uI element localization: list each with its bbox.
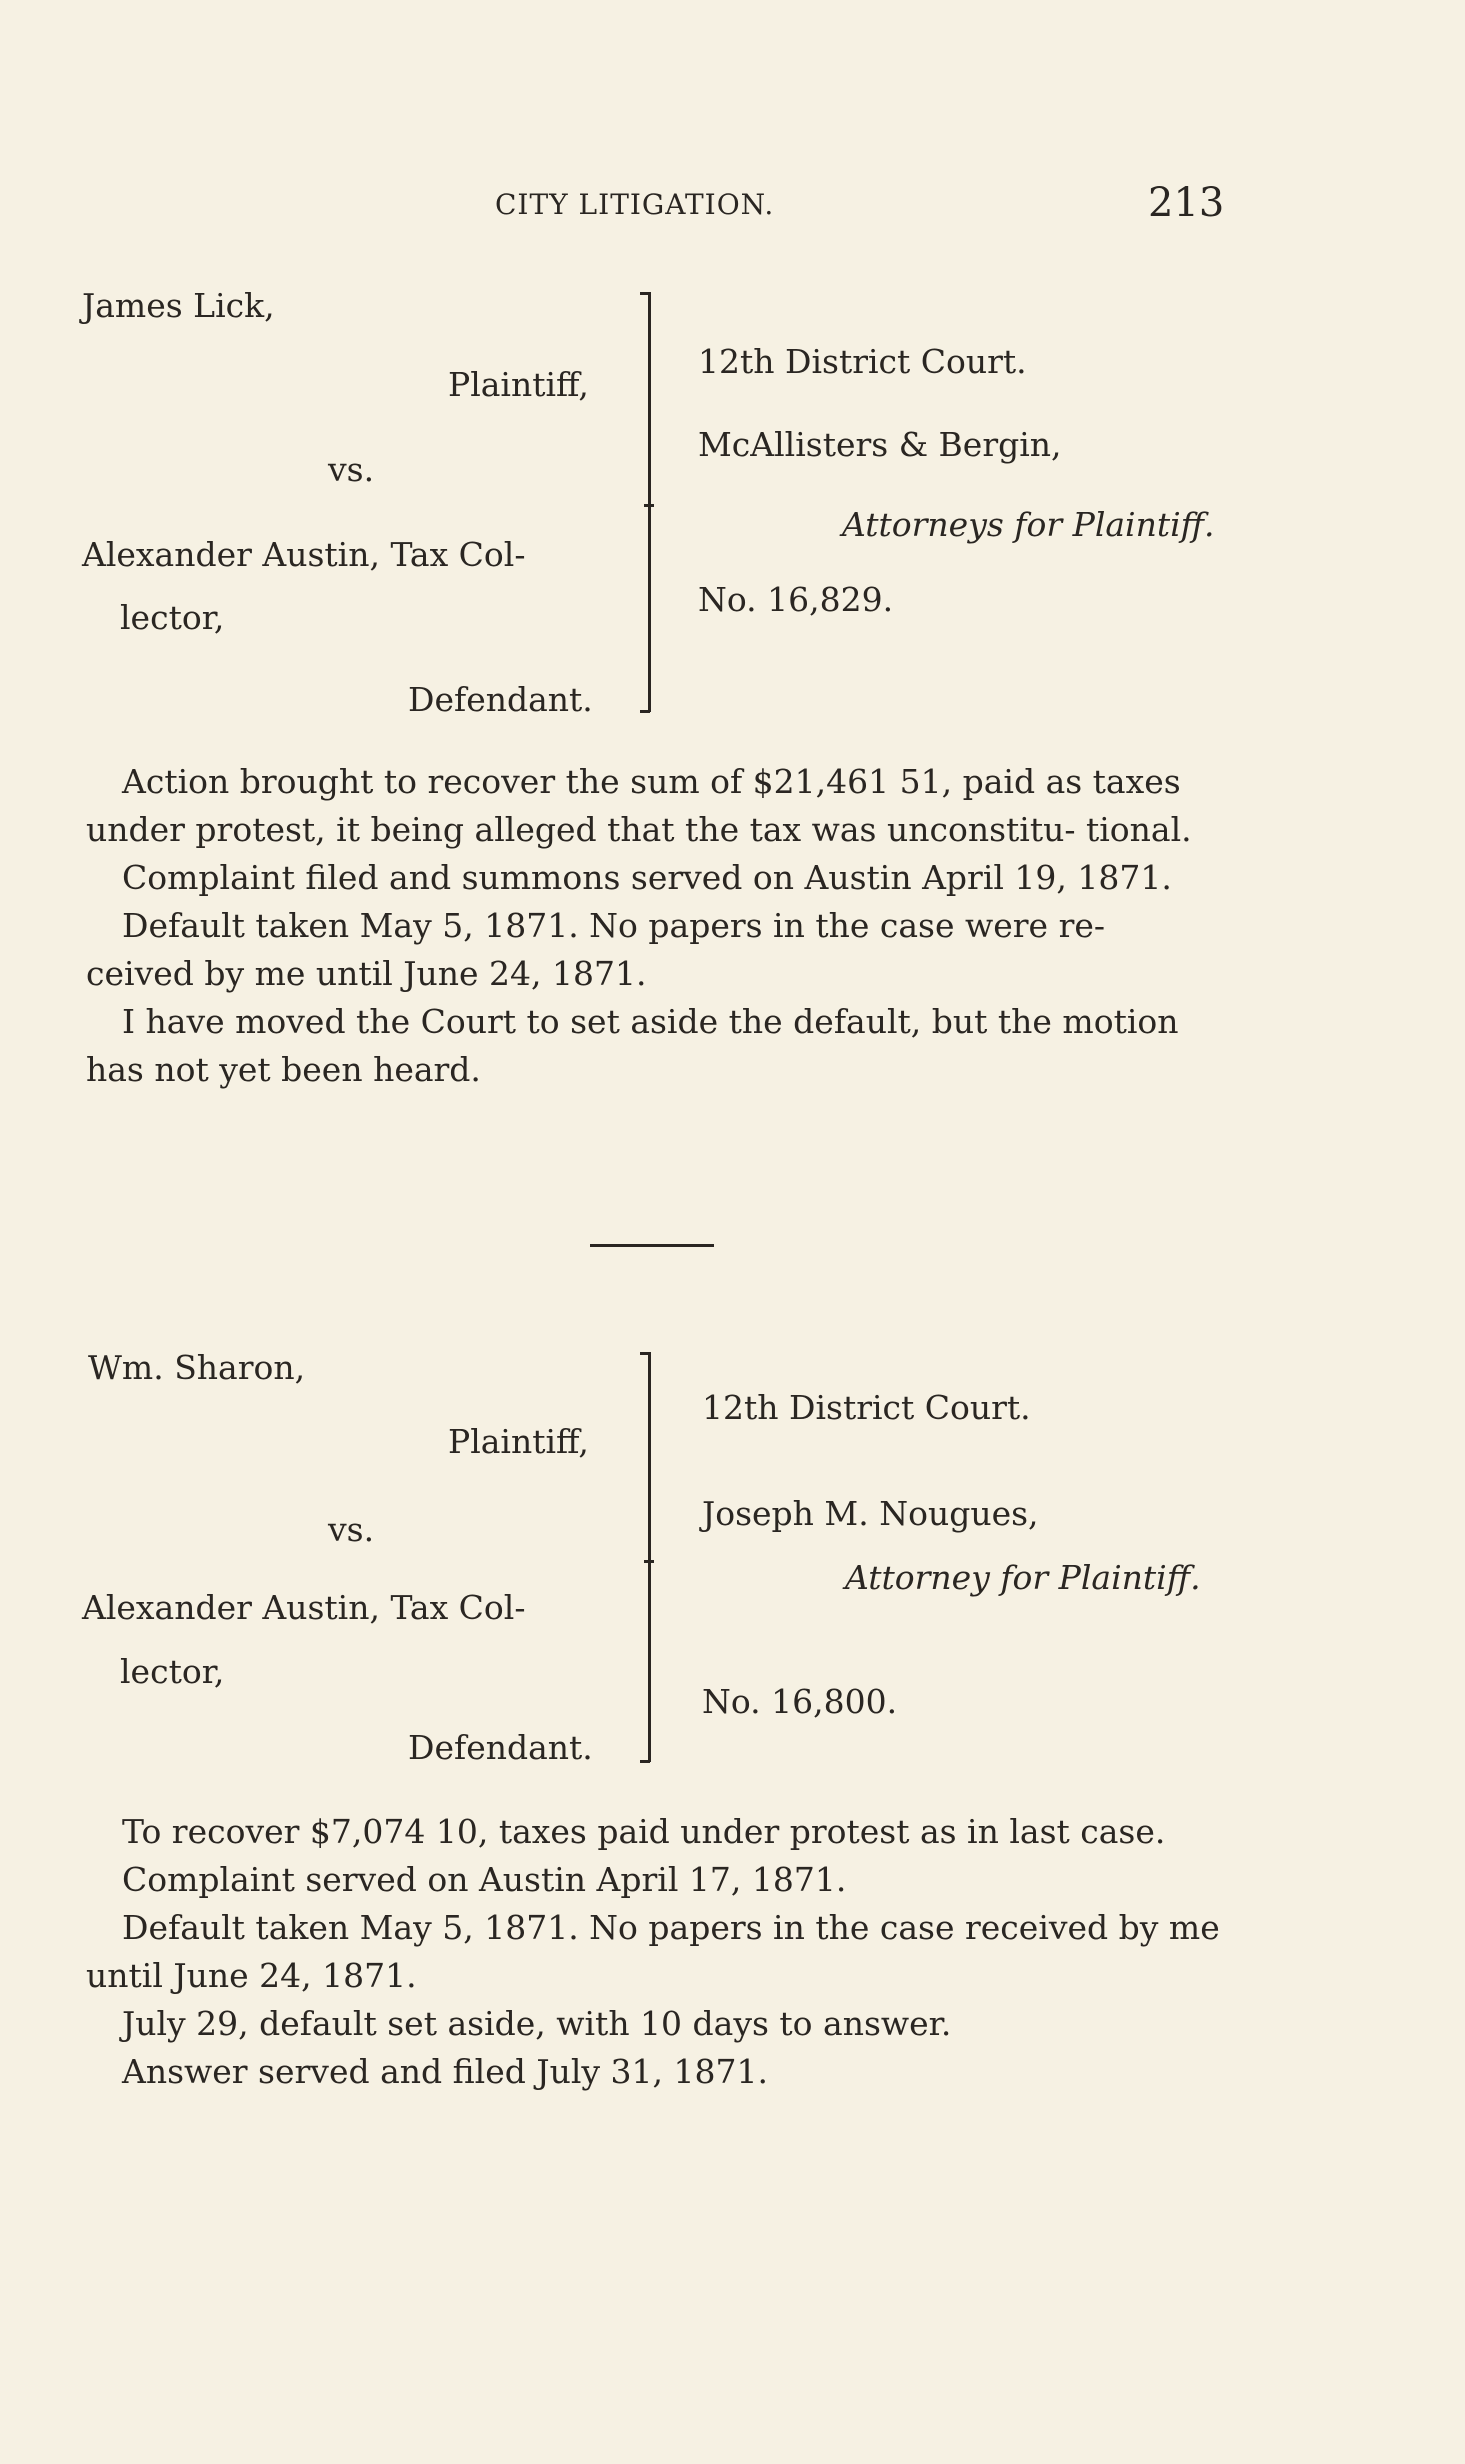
case-1-paragraph: I have moved the Court to set aside the default, but the motion has not yet been heard. (86, 1002, 1179, 1089)
case-2-attorneys: Joseph M. Nougues, (702, 1494, 1039, 1533)
case-1-attorneys: McAllisters & Bergin, (698, 425, 1062, 464)
case-1-defendant-label: Defendant. (408, 680, 593, 719)
case-2-paragraph: Default taken May 5, 1871. No papers in the case received by me until June 24, 1871. (86, 1908, 1220, 1995)
case-1-attorney-role: Attorneys for Plaintiff. (842, 505, 1215, 544)
case-1-vs: vs. (328, 450, 375, 489)
case-1-court: 12th District Court. (698, 342, 1027, 381)
case-1-body (86, 758, 1221, 1094)
case-2-vs: vs. (328, 1510, 375, 1549)
page-number: 213 (1148, 180, 1225, 226)
case-2-paragraph: Complaint served on Austin April 17, 1871. (122, 1860, 847, 1899)
case-2-plaintiff-name: Wm. Sharon, (88, 1348, 306, 1387)
case-2-number: No. 16,800. (702, 1682, 898, 1721)
case-2-defendant-line1: Alexander Austin, Tax Col- (82, 1588, 526, 1627)
case-2-paragraph: To recover $7,074 10, taxes paid under protest as in last case. (122, 1812, 1166, 1851)
case-1-paragraph: Default taken May 5, 1871. No papers in the case were re- ceived by me until June 24, 1871. (86, 906, 1106, 993)
case-2-attorney-role: Attorney for Plaintiff. (845, 1558, 1201, 1597)
case-1-plaintiff-label: Plaintiff, (448, 365, 589, 404)
case-2-defendant-label: Defendant. (408, 1728, 593, 1767)
case-2-paragraph: July 29, default set aside, with 10 days to answer. (122, 2004, 952, 2043)
case-1-paragraph: Complaint filed and summons served on Austin April 19, 1871. (122, 858, 1172, 897)
case-2-court: 12th District Court. (702, 1388, 1031, 1427)
case-2-defendant-line2: lector, (120, 1652, 225, 1691)
case-2-plaintiff-label: Plaintiff, (448, 1422, 589, 1461)
case-1-defendant-line2: lector, (120, 598, 225, 637)
running-header: CITY LITIGATION. (495, 188, 775, 221)
case-2-body (86, 1808, 1221, 2096)
case-2-paragraph: Answer served and filed July 31, 1871. (122, 2052, 768, 2091)
case-1-paragraph: Action brought to recover the sum of $21,461 51, paid as taxes under protest, it being alleged that the tax was unconstitu- tional. (86, 762, 1192, 849)
case-1-defendant-line1: Alexander Austin, Tax Col- (82, 535, 526, 574)
case-1-plaintiff-name: James Lick, (82, 286, 275, 325)
section-divider (590, 1244, 714, 1247)
case-1-number: No. 16,829. (698, 580, 894, 619)
